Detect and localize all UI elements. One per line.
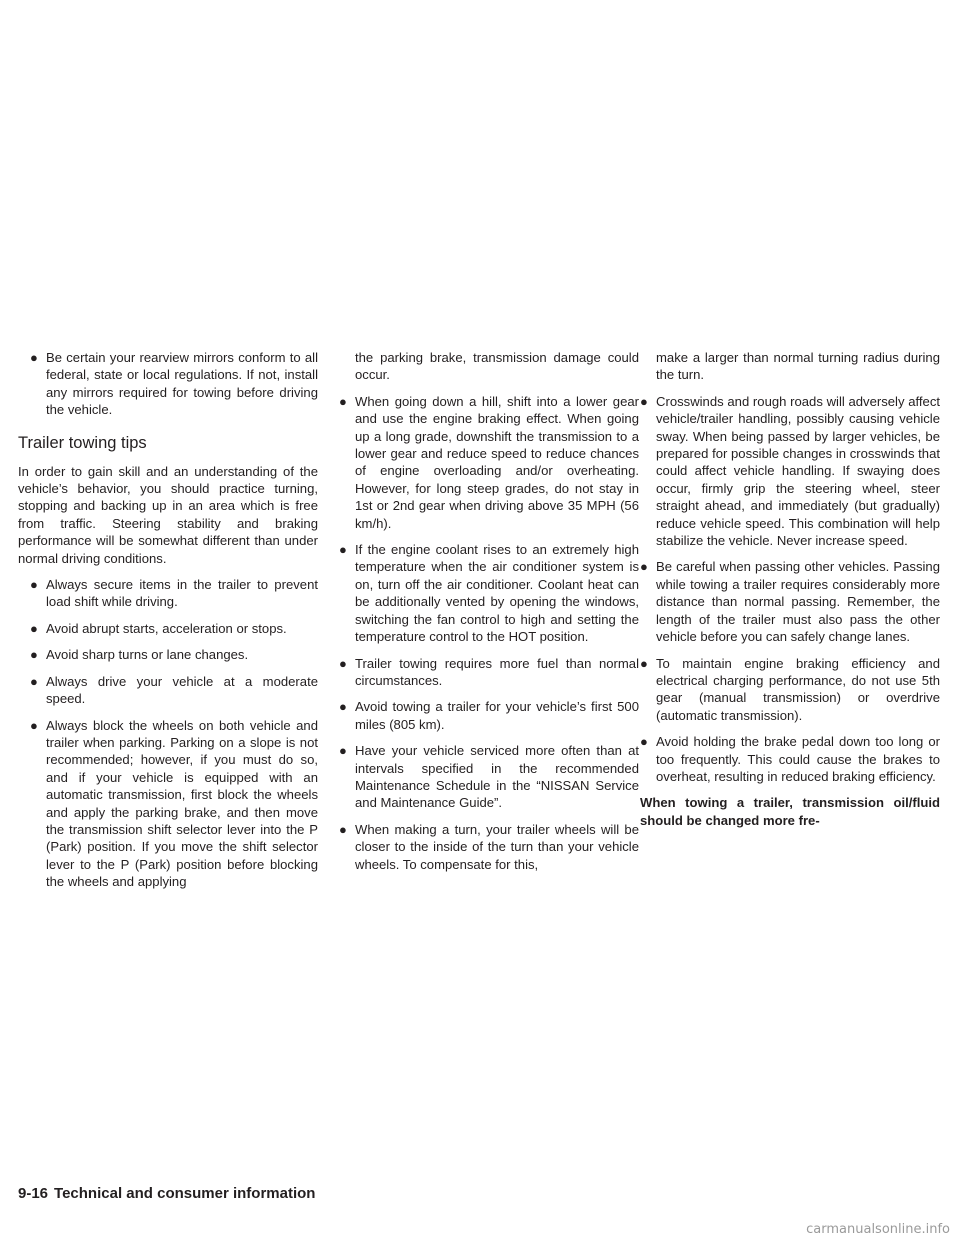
- list-item: ● Avoid towing a trailer for your vehicle’s first 500 miles (805 km).: [339, 699, 639, 732]
- bullet-icon: ●: [30, 620, 38, 636]
- column-2: [339, 349, 639, 882]
- page-number: 9-16: [18, 1185, 49, 1202]
- bullet-icon: ●: [339, 393, 347, 409]
- list-item: ● Avoid abrupt starts, acceleration or stops.: [30, 620, 287, 636]
- list-item: ● Trailer towing requires more fuel than normal circumstances.: [339, 655, 639, 688]
- chapter-title: Technical and consumer information: [54, 1185, 316, 1202]
- bullet-icon: ●: [30, 717, 38, 733]
- bullet-icon: ●: [640, 559, 648, 575]
- column-1: [18, 349, 318, 900]
- bullet-icon: ●: [30, 647, 38, 663]
- list-item: ● Always secure items in the trailer to prevent load shift while driving.: [30, 577, 318, 610]
- bullet-icon: ●: [339, 542, 347, 558]
- watermark: carmanualsonline.info: [806, 1222, 950, 1237]
- bullet-icon: ●: [640, 393, 648, 409]
- page-footer: [18, 1185, 315, 1202]
- bullet-icon: ●: [640, 655, 648, 671]
- bullet-icon: ●: [30, 577, 38, 593]
- section-intro: In order to gain skill and an understanding of the vehicle’s behavior, you should practice turning, stopping and backing up in an area which is free from traffic. Steering stability and braking performance will be somewhat different than under normal driving conditions.: [18, 463, 318, 566]
- list-item: ● Avoid sharp turns or lane changes.: [30, 647, 249, 663]
- bullet-icon: ●: [30, 350, 38, 365]
- column-3: [640, 349, 940, 829]
- bullet-icon: ●: [640, 734, 648, 750]
- list-item: ● Always drive your vehicle at a moderate speed.: [30, 673, 318, 707]
- list-item: ● To maintain engine braking efficiency and electrical charging performance, do not use 5th gear (manual transmission) or overdrive (automatic transmission).: [640, 655, 940, 723]
- list-item: ● Be certain your rearview mirrors conform to all federal, state or local regulations. If not, install any mirrors required for towing before driving the vehicle.: [30, 350, 318, 418]
- bullet-icon: ●: [30, 673, 38, 689]
- bullet-icon: ●: [339, 743, 347, 759]
- bullet-icon: ●: [339, 655, 347, 671]
- bullet-icon: ●: [339, 699, 347, 715]
- list-item: ● Always block the wheels on both vehicle and trailer when parking. Parking on a slope is not recommended; however, if you must do so, and if your vehicle is equipped with an automatic transmission, first block the wheels and apply the parking brake, and then move the transmission shift selector lever into the P (Park) position. If you move the shift selector lever to the P (Park) position before blocking the wheels and applying: [30, 717, 318, 890]
- list-item: ● Crosswinds and rough roads will adversely affect vehicle/trailer handling, possibly causing vehicle sway. When being passed by larger vehicles, be prepared for possible changes in crosswinds that could affect vehicle handling. If swaying does occur, firmly grip the steering wheel, steer straight ahead, and immediately (but gradually) reduce vehicle speed. This combination will help stabilize the vehicle. Never increase speed.: [640, 393, 940, 549]
- bullet-icon: ●: [339, 821, 347, 837]
- list-item: ● If the engine coolant rises to an extremely high temperature when the air conditioner system is on, turn off the air conditioner. Coolant heat can be additionally vented by opening the windows, switching the fan control to high and setting the temperature control to the HOT position.: [339, 542, 639, 645]
- list-item: ● When making a turn, your trailer wheels will be closer to the inside of the turn than your vehicle wheels. To compensate for this,: [339, 821, 639, 872]
- list-item: ● Avoid holding the brake pedal down too long or too frequently. This could cause the brakes to overheat, resulting in reduced braking efficiency.: [640, 734, 940, 784]
- list-item-continuation: make a larger than normal turning radius during the turn.: [656, 350, 940, 383]
- section-title: Trailer towing tips: [18, 433, 147, 452]
- list-item: ● Be careful when passing other vehicles. Passing while towing a trailer requires considerably more distance than normal passing. Remember, the length of the trailer must also pass the other vehicle before you can safely change lanes.: [640, 559, 940, 645]
- list-item: ● Have your vehicle serviced more often than at intervals specified in the recommended Maintenance Schedule in the “NISSAN Service and Maintenance Guide”.: [339, 743, 639, 811]
- list-item: ● When going down a hill, shift into a lower gear and use the engine braking effect. When going up a long grade, downshift the transmission to a lower gear and reduce speed to reduce chances of engine overloading and/or overheating. However, for long steep grades, do not stay in 1st or 2nd gear when driving above 35 MPH (56 km/h).: [339, 393, 639, 531]
- list-item-continuation: the parking brake, transmission damage could occur.: [355, 350, 639, 383]
- bold-note: When towing a trailer, transmission oil/fluid should be changed more fre-: [640, 795, 940, 828]
